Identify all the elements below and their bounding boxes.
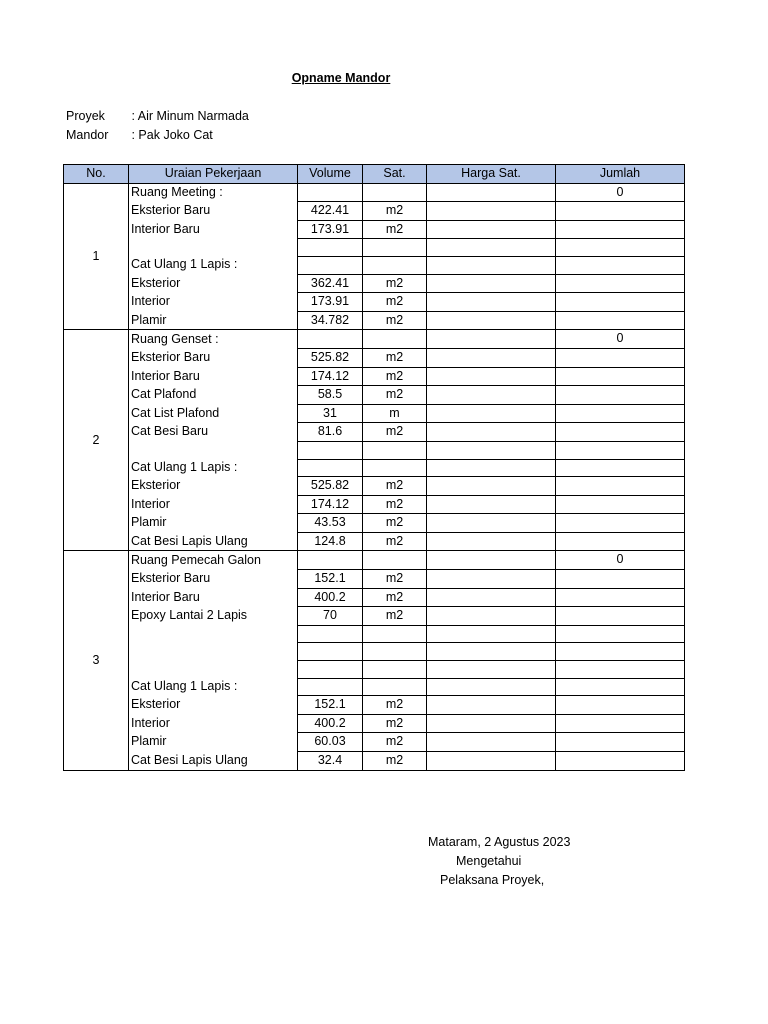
cell-harga <box>427 514 556 533</box>
cell-harga <box>427 202 556 221</box>
cell-volume <box>298 625 363 643</box>
cell-jumlah <box>556 607 685 626</box>
table-row <box>64 256 685 274</box>
cell-jumlah <box>556 477 685 496</box>
table-row <box>64 459 685 477</box>
cell-jumlah <box>556 239 685 257</box>
cell-jumlah <box>556 661 685 679</box>
cell-uraian: Interior <box>129 293 298 312</box>
table-row <box>64 477 685 496</box>
cell-harga <box>427 239 556 257</box>
table-row <box>64 386 685 405</box>
cell-sat: m2 <box>363 202 427 221</box>
header-sat: Sat. <box>363 165 427 184</box>
cell-jumlah <box>556 514 685 533</box>
cell-sat: m2 <box>363 607 427 626</box>
table-row <box>64 367 685 386</box>
cell-sat: m2 <box>363 477 427 496</box>
cell-uraian: Eksterior Baru <box>129 570 298 589</box>
cell-volume: 422.41 <box>298 202 363 221</box>
cell-jumlah <box>556 404 685 423</box>
cell-jumlah <box>556 495 685 514</box>
footer-role: Pelaksana Proyek, <box>440 873 545 887</box>
table-row <box>64 220 685 239</box>
cell-uraian: Plamir <box>129 733 298 752</box>
mandor-value: : Pak Joko Cat <box>131 128 213 142</box>
cell-harga <box>427 367 556 386</box>
cell-harga <box>427 733 556 752</box>
cell-volume: 400.2 <box>298 588 363 607</box>
cell-sat: m2 <box>363 752 427 771</box>
cell-uraian: Cat Besi Lapis Ulang <box>129 752 298 771</box>
cell-jumlah <box>556 678 685 696</box>
cell-sat: m <box>363 404 427 423</box>
table-header-row <box>64 165 685 184</box>
cell-uraian <box>129 441 298 459</box>
table-row <box>64 607 685 626</box>
cell-uraian: Cat Besi Lapis Ulang <box>129 532 298 551</box>
cell-jumlah <box>556 274 685 293</box>
cell-uraian: Eksterior Baru <box>129 202 298 221</box>
cell-volume: 525.82 <box>298 477 363 496</box>
cell-harga <box>427 293 556 312</box>
table-row <box>64 239 685 257</box>
cell-harga <box>427 274 556 293</box>
cell-volume <box>298 643 363 661</box>
cell-harga <box>427 423 556 442</box>
cell-sat: m2 <box>363 423 427 442</box>
cell-jumlah <box>556 367 685 386</box>
cell-jumlah <box>556 752 685 771</box>
table-row <box>64 696 685 715</box>
mandor-label: Mandor <box>66 128 109 142</box>
cell-jumlah <box>556 625 685 643</box>
cell-uraian <box>129 661 298 679</box>
cell-harga <box>427 752 556 771</box>
table-row <box>64 348 685 367</box>
cell-uraian: Interior <box>129 495 298 514</box>
cell-sat <box>363 256 427 274</box>
cell-sat: m2 <box>363 495 427 514</box>
cell-sat: m2 <box>363 588 427 607</box>
cell-harga <box>427 311 556 330</box>
table-row <box>64 551 685 570</box>
table-row <box>64 661 685 679</box>
proyek-label: Proyek <box>66 109 105 123</box>
cell-jumlah <box>556 423 685 442</box>
cell-volume <box>298 256 363 274</box>
cell-uraian: Interior Baru <box>129 367 298 386</box>
cell-harga <box>427 661 556 679</box>
cell-harga <box>427 607 556 626</box>
cell-harga <box>427 330 556 349</box>
cell-uraian: Cat List Plafond <box>129 404 298 423</box>
cell-sat: m2 <box>363 386 427 405</box>
cell-sat <box>363 678 427 696</box>
cell-sat: m2 <box>363 696 427 715</box>
table-row <box>64 678 685 696</box>
cell-sat <box>363 551 427 570</box>
table-row <box>64 274 685 293</box>
mandor-row <box>66 126 213 144</box>
cell-harga <box>427 588 556 607</box>
cell-uraian: Plamir <box>129 311 298 330</box>
table-row <box>64 570 685 589</box>
footer-acknowledged: Mengetahui <box>456 854 522 868</box>
table-body <box>64 183 685 770</box>
header-harga: Harga Sat. <box>427 165 556 184</box>
table-row <box>64 733 685 752</box>
cell-volume <box>298 183 363 202</box>
cell-jumlah <box>556 588 685 607</box>
cell-harga <box>427 643 556 661</box>
cell-jumlah <box>556 311 685 330</box>
footer-place-date: Mataram, 2 Agustus 2023 <box>428 835 571 849</box>
cell-jumlah: 0 <box>556 551 685 570</box>
cell-volume: 81.6 <box>298 423 363 442</box>
table-row <box>64 330 685 349</box>
cell-volume: 31 <box>298 404 363 423</box>
cell-uraian: Ruang Pemecah Galon <box>129 551 298 570</box>
cell-harga <box>427 183 556 202</box>
cell-harga <box>427 477 556 496</box>
cell-uraian: Plamir <box>129 514 298 533</box>
cell-volume: 173.91 <box>298 220 363 239</box>
cell-harga <box>427 696 556 715</box>
opname-table <box>63 164 685 771</box>
cell-jumlah <box>556 348 685 367</box>
cell-uraian: Cat Ulang 1 Lapis : <box>129 459 298 477</box>
cell-volume <box>298 239 363 257</box>
cell-jumlah <box>556 256 685 274</box>
cell-harga <box>427 551 556 570</box>
cell-sat: m2 <box>363 714 427 733</box>
table-row <box>64 752 685 771</box>
cell-harga <box>427 459 556 477</box>
header-uraian: Uraian Pekerjaan <box>129 165 298 184</box>
cell-jumlah: 0 <box>556 183 685 202</box>
cell-jumlah <box>556 696 685 715</box>
cell-jumlah <box>556 459 685 477</box>
cell-harga <box>427 220 556 239</box>
table-row <box>64 643 685 661</box>
cell-volume: 152.1 <box>298 696 363 715</box>
cell-harga <box>427 256 556 274</box>
table-row <box>64 183 685 202</box>
table-row <box>64 293 685 312</box>
cell-no: 3 <box>64 551 129 770</box>
cell-jumlah <box>556 714 685 733</box>
cell-uraian: Eksterior <box>129 274 298 293</box>
cell-volume: 34.782 <box>298 311 363 330</box>
header-no: No. <box>64 165 129 184</box>
cell-uraian: Eksterior Baru <box>129 348 298 367</box>
cell-volume: 525.82 <box>298 348 363 367</box>
cell-sat: m2 <box>363 348 427 367</box>
cell-volume <box>298 330 363 349</box>
table-row <box>64 588 685 607</box>
table-row <box>64 514 685 533</box>
proyek-value: : Air Minum Narmada <box>131 109 249 123</box>
cell-harga <box>427 348 556 367</box>
cell-sat <box>363 239 427 257</box>
table-row <box>64 311 685 330</box>
cell-uraian: Cat Besi Baru <box>129 423 298 442</box>
cell-volume: 70 <box>298 607 363 626</box>
cell-sat: m2 <box>363 220 427 239</box>
document-title: Opname Mandor <box>291 71 391 85</box>
cell-uraian <box>129 625 298 643</box>
cell-volume: 43.53 <box>298 514 363 533</box>
table-row <box>64 423 685 442</box>
cell-sat: m2 <box>363 514 427 533</box>
cell-sat <box>363 643 427 661</box>
cell-harga <box>427 570 556 589</box>
cell-volume <box>298 661 363 679</box>
cell-uraian: Cat Plafond <box>129 386 298 405</box>
cell-harga <box>427 625 556 643</box>
cell-uraian: Interior Baru <box>129 220 298 239</box>
cell-volume <box>298 551 363 570</box>
table-row <box>64 202 685 221</box>
table-row <box>64 714 685 733</box>
cell-jumlah: 0 <box>556 330 685 349</box>
cell-jumlah <box>556 202 685 221</box>
cell-volume: 400.2 <box>298 714 363 733</box>
cell-jumlah <box>556 643 685 661</box>
cell-no: 1 <box>64 183 129 330</box>
table-row <box>64 495 685 514</box>
cell-sat: m2 <box>363 311 427 330</box>
cell-harga <box>427 532 556 551</box>
cell-sat <box>363 330 427 349</box>
cell-sat: m2 <box>363 367 427 386</box>
cell-volume <box>298 441 363 459</box>
table-row <box>64 404 685 423</box>
header-jumlah: Jumlah <box>556 165 685 184</box>
cell-harga <box>427 678 556 696</box>
cell-volume <box>298 459 363 477</box>
cell-harga <box>427 714 556 733</box>
table-row <box>64 532 685 551</box>
cell-no: 2 <box>64 330 129 551</box>
cell-sat: m2 <box>363 532 427 551</box>
cell-jumlah <box>556 532 685 551</box>
cell-sat: m2 <box>363 733 427 752</box>
cell-sat <box>363 459 427 477</box>
cell-uraian: Ruang Meeting : <box>129 183 298 202</box>
cell-volume: 58.5 <box>298 386 363 405</box>
cell-volume: 362.41 <box>298 274 363 293</box>
cell-sat: m2 <box>363 293 427 312</box>
cell-uraian: Interior <box>129 714 298 733</box>
cell-sat: m2 <box>363 274 427 293</box>
cell-jumlah <box>556 293 685 312</box>
cell-volume: 124.8 <box>298 532 363 551</box>
cell-sat: m2 <box>363 570 427 589</box>
proyek-row <box>66 107 249 125</box>
cell-volume: 60.03 <box>298 733 363 752</box>
cell-harga <box>427 441 556 459</box>
cell-harga <box>427 404 556 423</box>
cell-volume: 152.1 <box>298 570 363 589</box>
cell-jumlah <box>556 386 685 405</box>
cell-uraian: Cat Ulang 1 Lapis : <box>129 256 298 274</box>
cell-volume <box>298 678 363 696</box>
cell-uraian <box>129 643 298 661</box>
cell-jumlah <box>556 570 685 589</box>
cell-uraian: Ruang Genset : <box>129 330 298 349</box>
cell-harga <box>427 495 556 514</box>
cell-uraian: Eksterior <box>129 696 298 715</box>
cell-sat <box>363 661 427 679</box>
cell-uraian: Epoxy Lantai 2 Lapis <box>129 607 298 626</box>
cell-sat <box>363 625 427 643</box>
cell-volume: 173.91 <box>298 293 363 312</box>
cell-uraian <box>129 239 298 257</box>
cell-jumlah <box>556 220 685 239</box>
cell-volume: 174.12 <box>298 367 363 386</box>
cell-uraian: Eksterior <box>129 477 298 496</box>
cell-sat <box>363 441 427 459</box>
table-row <box>64 625 685 643</box>
cell-volume: 174.12 <box>298 495 363 514</box>
table-row <box>64 441 685 459</box>
cell-jumlah <box>556 733 685 752</box>
cell-uraian: Cat Ulang 1 Lapis : <box>129 678 298 696</box>
cell-volume: 32.4 <box>298 752 363 771</box>
header-volume: Volume <box>298 165 363 184</box>
cell-sat <box>363 183 427 202</box>
cell-jumlah <box>556 441 685 459</box>
cell-harga <box>427 386 556 405</box>
cell-uraian: Interior Baru <box>129 588 298 607</box>
